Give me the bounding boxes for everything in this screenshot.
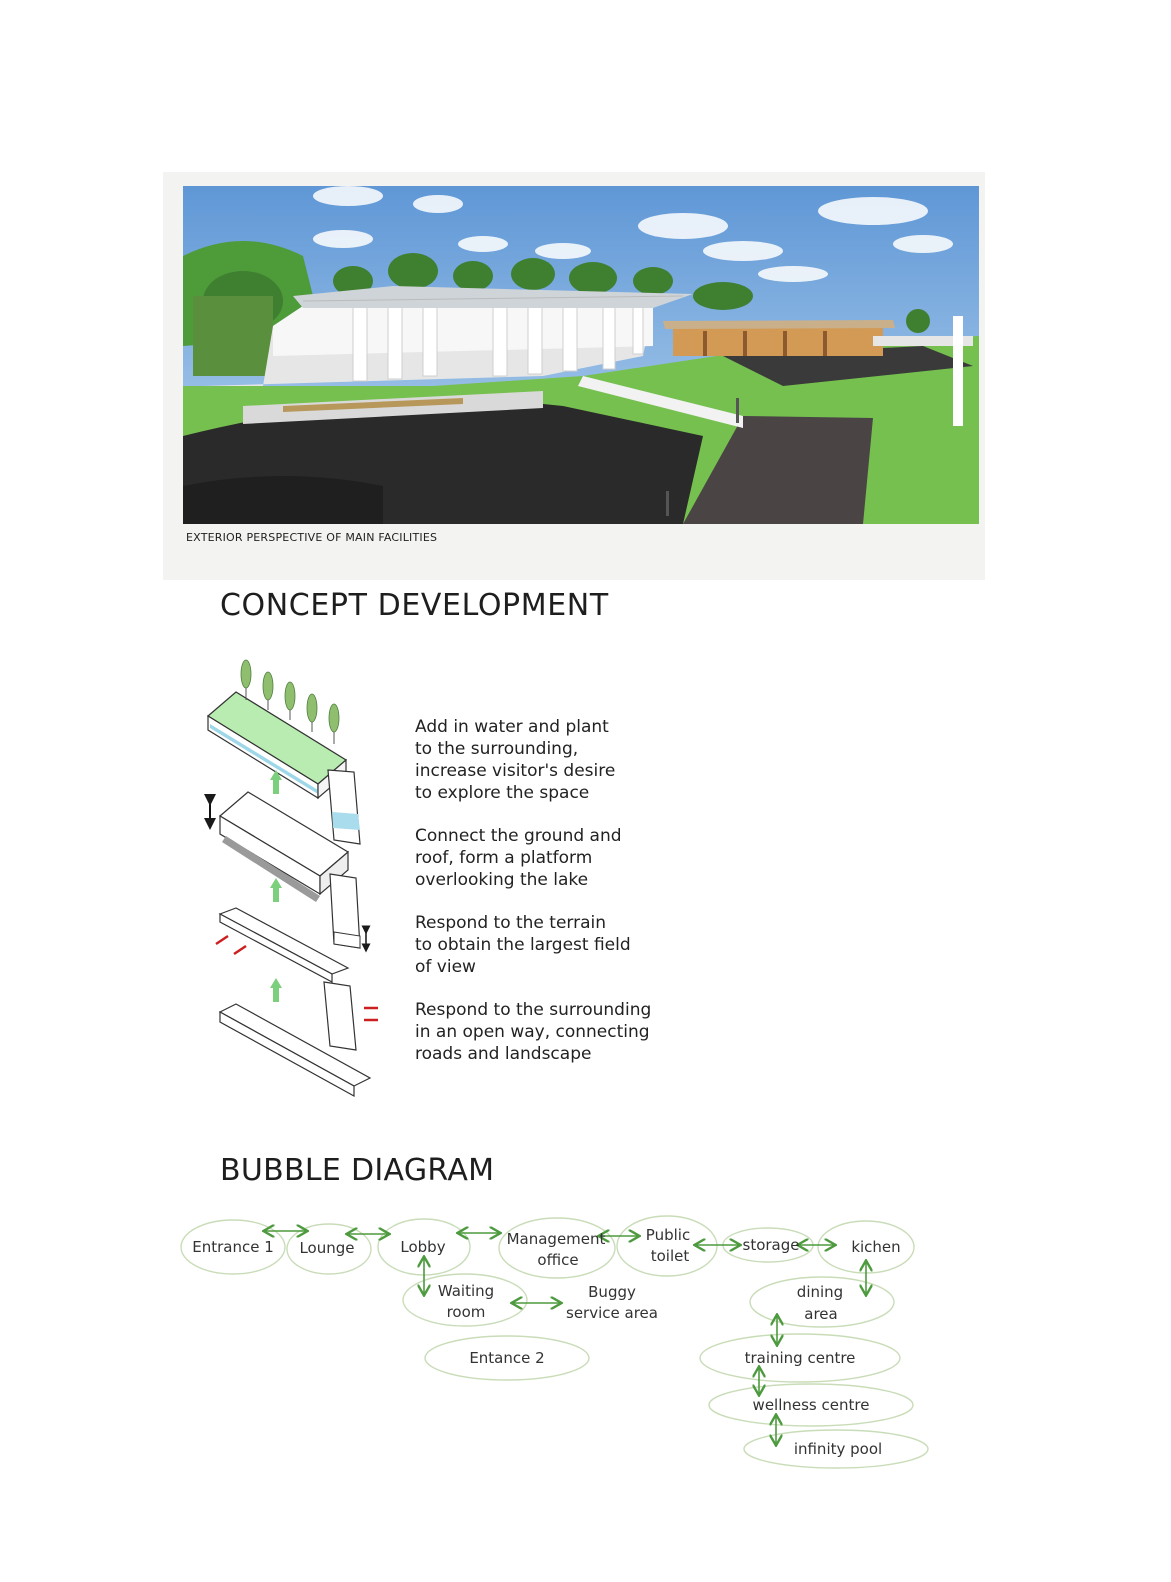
label-training-centre: training centre (744, 1349, 856, 1367)
label-buggy: Buggy (588, 1283, 636, 1301)
label-public: Public (645, 1226, 691, 1244)
concept-step-2-text: Connect the ground and roof, form a platform overlooking the lake (415, 826, 622, 890)
exterior-perspective-image (183, 186, 979, 524)
green-up-arrow-3 (270, 978, 282, 1002)
label-wellness-centre: wellness centre (752, 1396, 870, 1414)
label-management: Management (506, 1230, 606, 1248)
label-toilet: toilet (650, 1247, 690, 1265)
green-up-arrow-2 (270, 878, 282, 902)
label-lobby: Lobby (400, 1238, 446, 1256)
label-kichen: kichen (851, 1238, 901, 1256)
bubble-public-toilet (617, 1216, 717, 1276)
label-entance-2: Entance 2 (469, 1349, 545, 1367)
bubble-diagram-title: BUBBLE DIAGRAM (220, 1153, 495, 1188)
label-waiting: Waiting (437, 1282, 495, 1300)
label-office: office (537, 1251, 579, 1269)
label-area: area (804, 1305, 838, 1323)
label-entrance-1: Entrance 1 (192, 1238, 274, 1256)
concept-step-4-text: Respond to the surrounding in an open way, connecting roads and landscape (415, 1000, 652, 1064)
label-service-area: service area (566, 1304, 658, 1322)
concept-development-title: CONCEPT DEVELOPMENT (220, 588, 609, 623)
label-storage: storage (742, 1236, 800, 1254)
label-infinity-pool: infinity pool (793, 1440, 883, 1458)
concept-step-3-text: Respond to the terrain to obtain the largest field of view (415, 913, 631, 977)
concept-diagram (196, 652, 386, 1102)
bubble-management-office (499, 1218, 615, 1278)
concept-step-1-text: Add in water and plant to the surrounding, increase visitor's desire to explore the space (415, 717, 616, 803)
label-room: room (446, 1303, 486, 1321)
label-dining: dining (796, 1283, 844, 1301)
label-lounge: Lounge (299, 1239, 355, 1257)
bubble-diagram (176, 1212, 936, 1482)
exterior-render-panel (163, 172, 985, 580)
render-caption: EXTERIOR PERSPECTIVE OF MAIN FACILITIES (186, 531, 438, 544)
